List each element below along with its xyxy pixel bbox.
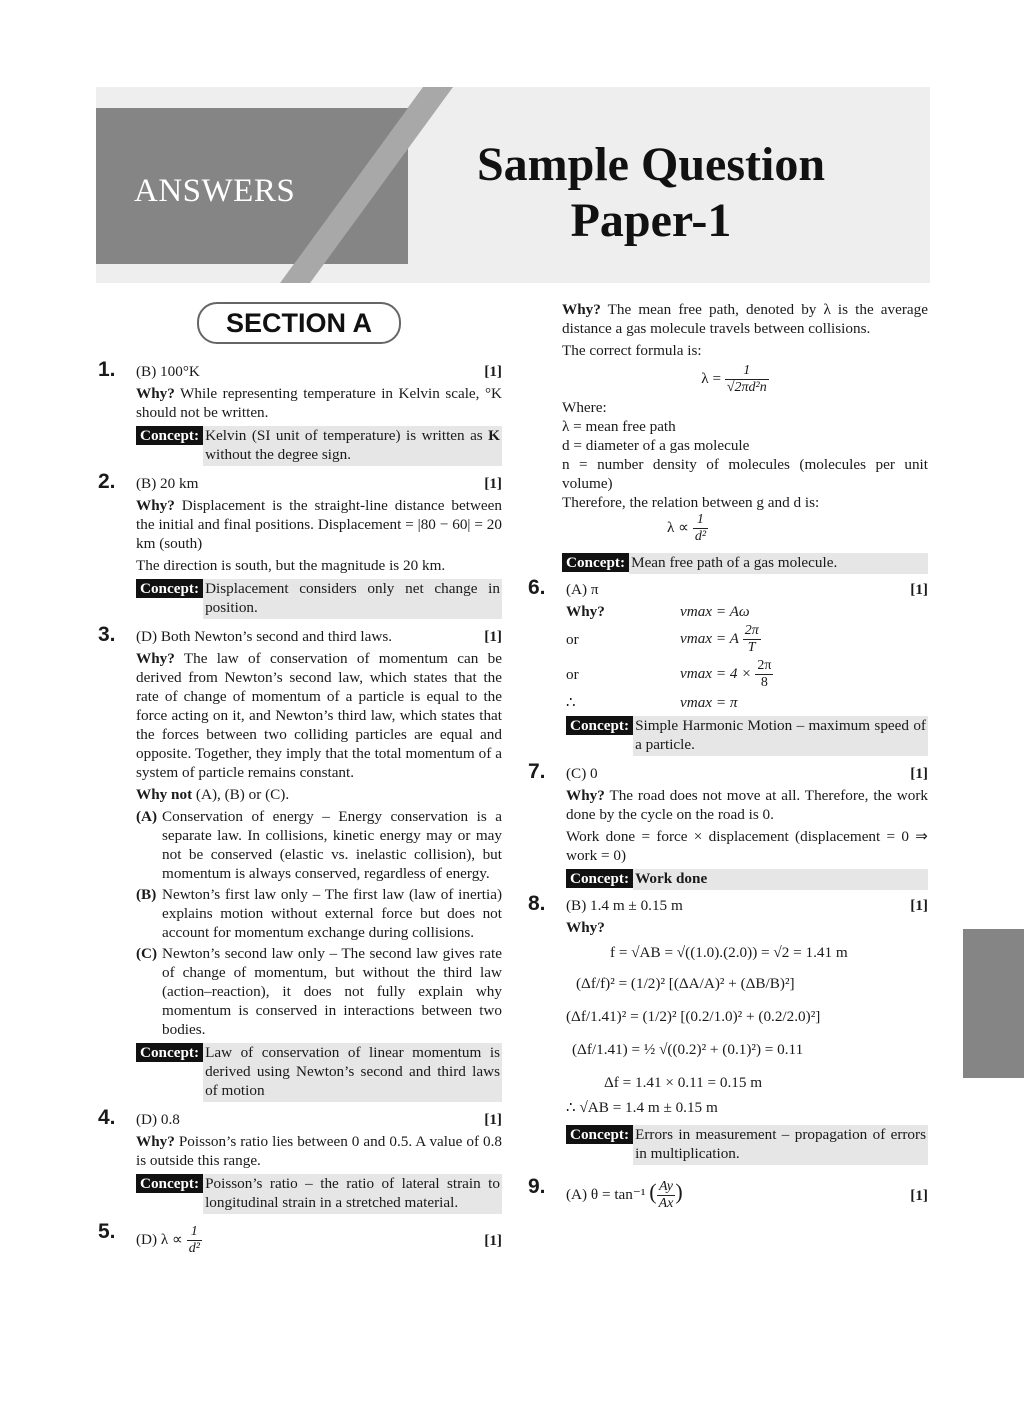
where-label: Where: xyxy=(562,399,607,416)
concept-box xyxy=(566,869,928,890)
why-text: Why? While representing temperature in Kelvin scale, °K should not be written. xyxy=(136,385,502,421)
concept-text: Kelvin (SI unit of temperature) is written as K without the degree sign. xyxy=(203,426,502,466)
left-column xyxy=(98,358,502,1260)
marks: [1] xyxy=(484,628,502,645)
equation: Δf = 1.41 × 0.11 = 0.15 m xyxy=(604,1074,763,1091)
marks: [1] xyxy=(910,897,928,914)
concept-text: Mean free path of a gas molecule. xyxy=(629,553,928,574)
concept-box xyxy=(136,426,502,466)
concept-tag: Concept: xyxy=(136,579,203,598)
equation: f = √AB = √((1.0).(2.0)) = √2 = 1.41 m xyxy=(610,944,848,961)
equation-row: ∴ vmax = π xyxy=(566,694,738,711)
question-number: 8. xyxy=(528,892,546,915)
equation: (Δf/1.41) = ½ √((0.2)² + (0.1)²) = 0.11 xyxy=(572,1041,804,1058)
answer: (D) 0.8 xyxy=(136,1111,180,1128)
answer: (A) θ = tan⁻¹ ( $\frac{Ay}{Ax}$ ) xyxy=(566,1178,683,1211)
side-thumb-tab xyxy=(963,929,1024,1078)
question-9 xyxy=(528,1175,928,1212)
why-text: Why? Displacement is the straight-line distance between the initial and final positions. Displacement = |80 − 60| = 20 km (south) xyxy=(136,497,502,552)
note-text: The direction is south, but the magnitude is 20 km. xyxy=(136,557,446,574)
page-title xyxy=(426,137,876,249)
answer: (C) 0 xyxy=(566,765,598,782)
concept-tag: Concept: xyxy=(566,1125,633,1144)
concept-box xyxy=(136,1043,502,1102)
question-6 xyxy=(528,576,928,756)
concept-tag: Concept: xyxy=(562,553,629,572)
header-banner xyxy=(96,87,930,283)
option-b: (B) Newton’s first law only – The first law (law of inertia) explains motion without external force but does not account for momentum exchange during collisions. xyxy=(136,886,502,941)
question-number: 3. xyxy=(98,623,116,646)
concept-text: Simple Harmonic Motion – maximum speed of a particle. xyxy=(633,716,928,756)
why-label: Why? xyxy=(566,919,605,936)
question-2 xyxy=(98,470,502,619)
why-text: Why? The law of conservation of momentum can be derived from Newton’s second law, which states that the rate of change of momentum of a particle is equal to the force acting on it, and Newton’s third law, which states that the forces between two colliding particles are equal and opposite. Together, they imply that the total momentum of a system of particle remains constant. xyxy=(136,650,502,781)
option-a: (A) Conservation of energy – Energy conservation is a separate law. In collisions, kinetic energy may or may not be conserved (elastic vs. inelastic collision), but momentum is always conserved, regardless of energy. xyxy=(136,808,502,882)
equation: ∴ √AB = 1.4 m ± 0.15 m xyxy=(566,1099,718,1116)
question-number: 9. xyxy=(528,1175,546,1198)
note-text: Work done = force × displacement (displacement = 0 ⇒ work = 0) xyxy=(566,828,928,864)
question-number: 6. xyxy=(528,576,546,599)
concept-tag: Concept: xyxy=(136,1174,203,1193)
equation: (Δf/f)² = (1/2)² [(ΔA/A)² + (ΔB/B)²] xyxy=(576,975,795,992)
concept-tag: Concept: xyxy=(566,716,633,735)
equation: (Δf/1.41)² = (1/2)² [(0.2/1.0)² + (0.2/2.0)²] xyxy=(566,1008,821,1025)
concept-box xyxy=(562,553,928,574)
answers-label: ANSWERS xyxy=(134,173,296,209)
question-4 xyxy=(98,1106,502,1214)
concept-box xyxy=(136,1174,502,1214)
question-number: 2. xyxy=(98,470,116,493)
title-line-2: Paper-1 xyxy=(570,194,732,247)
definition: d = diameter of a gas molecule xyxy=(562,437,750,454)
concept-text: Displacement considers only net change in position. xyxy=(203,579,502,619)
definition: λ = mean free path xyxy=(562,418,676,435)
marks: [1] xyxy=(484,363,502,380)
relation-intro: Therefore, the relation between g and d is: xyxy=(562,494,820,511)
concept-tag: Concept: xyxy=(136,426,203,445)
answer: (A) π xyxy=(566,581,599,598)
answer: (D) Both Newton’s second and third laws. xyxy=(136,628,393,645)
title-line-1: Sample Question xyxy=(476,138,826,191)
section-heading: SECTION A xyxy=(197,302,401,344)
marks: [1] xyxy=(484,1111,502,1128)
equation-row: or vmax = 4 × $\frac{2\pi}{8}$ xyxy=(566,658,772,690)
option-c: (C) Newton’s second law only – The second law gives rate of change of momentum, but without the third law (action–reaction), it does not fully explain why momentum is conserved in interactions between two bodies. xyxy=(136,945,502,1038)
question-number: 1. xyxy=(98,358,116,381)
formula-intro: The correct formula is: xyxy=(562,342,702,359)
question-5-continued xyxy=(528,300,928,574)
question-number: 5. xyxy=(98,1220,116,1243)
concept-box xyxy=(566,716,928,756)
why-text: Why? The road does not move at all. Therefore, the work done by the cycle on the road is 0. xyxy=(566,787,928,823)
question-7 xyxy=(528,760,928,890)
fraction: $\frac{1}{\text{d²}}$ xyxy=(188,1224,200,1256)
equation-row: or vmax = A $\frac{2\pi}{T}$ xyxy=(566,623,759,655)
marks: [1] xyxy=(484,475,502,492)
concept-text: Poisson’s ratio – the ratio of lateral strain to longitudinal strain in a stretched material. xyxy=(203,1174,502,1214)
definition: n = number density of molecules (molecules per unit volume) xyxy=(562,456,928,492)
question-1 xyxy=(98,358,502,466)
marks: [1] xyxy=(910,1187,928,1204)
formula: λ = $\frac{1}{\text{√2πd²n}}$ xyxy=(701,363,767,395)
right-column xyxy=(528,300,928,1215)
marks: [1] xyxy=(910,581,928,598)
question-number: 7. xyxy=(528,760,546,783)
concept-tag: Concept: xyxy=(136,1043,203,1062)
why-text: Why? Poisson’s ratio lies between 0 and 0.5. A value of 0.8 is outside this range. xyxy=(136,1133,502,1169)
why-text: Why? The mean free path, denoted by λ is the average distance a gas molecule travels between collisions. xyxy=(562,301,928,337)
relation: λ ∝ $\frac{1}{\text{d²}}$ xyxy=(667,512,707,544)
marks: [1] xyxy=(484,1232,502,1249)
concept-box xyxy=(566,1125,928,1165)
why-not-heading: Why not (A), (B) or (C). xyxy=(136,786,290,803)
concept-tag: Concept: xyxy=(566,869,633,888)
answer: (B) 20 km xyxy=(136,475,199,492)
answer: (B) 1.4 m ± 0.15 m xyxy=(566,897,683,914)
concept-box xyxy=(136,579,502,619)
question-3 xyxy=(98,623,502,1102)
marks: [1] xyxy=(910,765,928,782)
concept-text: Law of conservation of linear momentum is derived using Newton’s second and third laws of motion xyxy=(203,1043,502,1102)
question-5 xyxy=(98,1220,502,1257)
equation-row: Why? vmax = Aω xyxy=(566,603,750,620)
answer: (B) 100°K xyxy=(136,363,200,380)
answer: (D) λ ∝ $\frac{1}{\text{d²}}$ xyxy=(136,1224,200,1256)
concept-text: Errors in measurement – propagation of errors in multiplication. xyxy=(633,1125,928,1165)
question-number: 4. xyxy=(98,1106,116,1129)
concept-text: Work done xyxy=(633,869,928,890)
question-8 xyxy=(528,892,928,1165)
